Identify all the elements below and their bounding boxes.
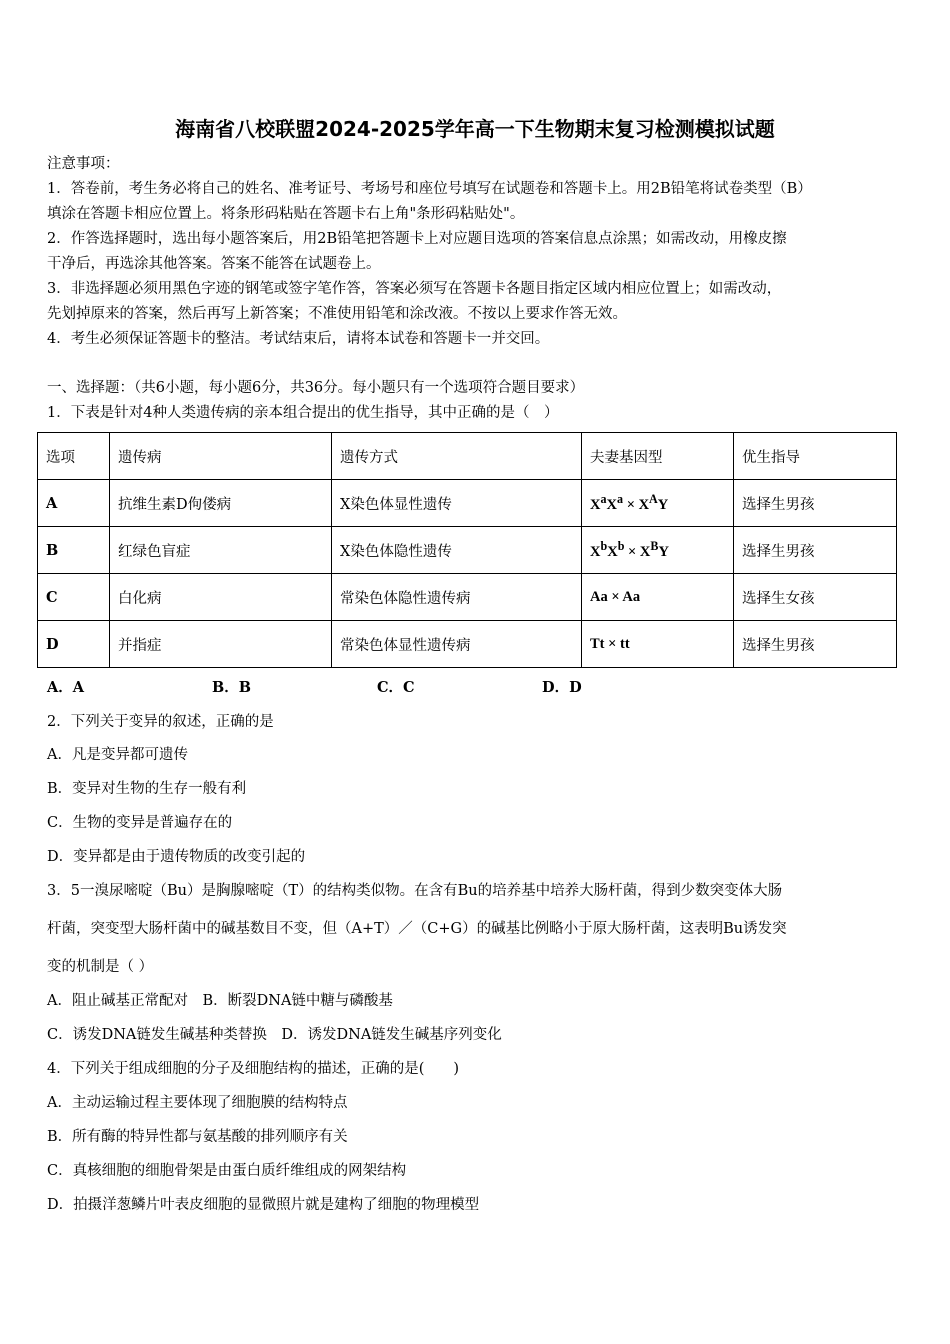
mode-cell: 常染色体显性遗传病 [332,621,582,668]
notes-line: 1．答卷前，考生务必将自己的姓名、准考证号、考场号和座位号填写在试题卷和答题卡上。用2B铅笔将试卷类型（B） [47,181,812,197]
q2-option: B．变异对生物的生存一般有利 [47,781,247,797]
disease-cell: 并指症 [110,621,332,668]
notes-line: 2．作答选择题时，选出每小题答案后，用2B铅笔把答题卡上对应题目选项的答案信息点涂黑；如需改动，用橡皮擦 [47,231,787,247]
question-3-stem: 杆菌，突变型大肠杆菌中的碱基数目不变，但（A+T）／（C+G）的碱基比例略小于原大肠杆菌，这表明Bu诱发突 [47,921,787,937]
q2-option: D．变异都是由于遗传物质的改变引起的 [47,849,306,865]
q2-option: A．凡是变异都可遗传 [47,747,188,763]
section-heading: 一、选择题：（共6小题，每小题6分，共36分。每小题只有一个选项符合题目要求） [47,380,585,396]
advice-cell: 选择生男孩 [734,621,897,668]
q2-option: C．生物的变异是普遍存在的 [47,815,233,831]
q3-option: C．诱发DNA链发生碱基种类替换 D．诱发DNA链发生碱基序列变化 [47,1027,502,1043]
mode-cell: X染色体隐性遗传 [332,527,582,574]
q1-option-a: A．A [47,679,85,696]
mode-cell: X染色体显性遗传 [332,480,582,527]
table-header-cell: 遗传方式 [332,433,582,480]
question-3-stem: 3．5一溴尿嘧啶（Bu）是胸腺嘧啶（T）的结构类似物。在含有Bu的培养基中培养大肠杆菌，得到少数突变体大肠 [47,883,783,899]
question-1-stem: 1．下表是针对4种人类遗传病的亲本组合提出的优生指导，其中正确的是（ ） [47,405,559,421]
genotype-cell: Aa × Aa [582,574,734,621]
genotype-cell: $X^aX^a \times X^AY$ [582,480,734,527]
genetics-table [37,432,897,668]
q1-option-d: D．D [542,679,582,696]
table-row [38,480,897,527]
notes-line: 干净后，再选涂其他答案。答案不能答在试题卷上。 [47,256,381,272]
option-cell: C [38,574,110,621]
question-4-stem: 4．下列关于组成细胞的分子及细胞结构的描述，正确的是( ) [47,1061,460,1077]
q1-option-c: C．C [377,679,415,696]
table-row [38,621,897,668]
table-row [38,527,897,574]
q1-option-b: B．B [212,679,252,696]
question-2-stem: 2．下列关于变异的叙述，正确的是 [47,714,274,730]
table-row [38,574,897,621]
notes-line: 3．非选择题必须用黑色字迹的钢笔或签字笔作答，答案必须写在答题卡各题目指定区域内相应位置上；如需改动， [47,281,782,297]
notes-line: 4．考生必须保证答题卡的整洁。考试结束后，请将本试卷和答题卡一并交回。 [47,331,550,347]
notes-line: 填涂在答题卡相应位置上。将条形码粘贴在答题卡右上角"条形码粘贴处"。 [47,206,525,222]
table-header-cell: 优生指导 [734,433,897,480]
mode-cell: 常染色体隐性遗传病 [332,574,582,621]
notes-line: 先划掉原来的答案，然后再写上新答案；不准使用铅笔和涂改液。不按以上要求作答无效。 [47,306,627,322]
genotype-cell: Tt × tt [582,621,734,668]
table-header-cell: 夫妻基因型 [582,433,734,480]
advice-cell: 选择生男孩 [734,527,897,574]
advice-cell: 选择生女孩 [734,574,897,621]
genotype-cell: $X^bX^b \times X^BY$ [582,527,734,574]
option-cell: B [38,527,110,574]
q4-option: A．主动运输过程主要体现了细胞膜的结构特点 [47,1095,348,1111]
option-cell: A [38,480,110,527]
question-3-stem: 变的机制是（ ） [47,959,154,975]
disease-cell: 红绿色盲症 [110,527,332,574]
table-header-row [38,433,897,480]
table-header-cell: 遗传病 [110,433,332,480]
q4-option: C．真核细胞的细胞骨架是由蛋白质纤维组成的网架结构 [47,1163,407,1179]
q3-option: A．阻止碱基正常配对 B．断裂DNA链中糖与磷酸基 [47,993,393,1009]
table-header-cell: 选项 [38,433,110,480]
page-title: 海南省八校联盟2024-2025学年高一下生物期末复习检测模拟试题 [175,117,775,141]
option-cell: D [38,621,110,668]
advice-cell: 选择生男孩 [734,480,897,527]
disease-cell: 白化病 [110,574,332,621]
notes-heading: 注意事项： [47,156,120,172]
q4-option: D．拍摄洋葱鳞片叶表皮细胞的显微照片就是建构了细胞的物理模型 [47,1197,480,1213]
disease-cell: 抗维生素D佝偻病 [110,480,332,527]
q4-option: B．所有酶的特异性都与氨基酸的排列顺序有关 [47,1129,348,1145]
